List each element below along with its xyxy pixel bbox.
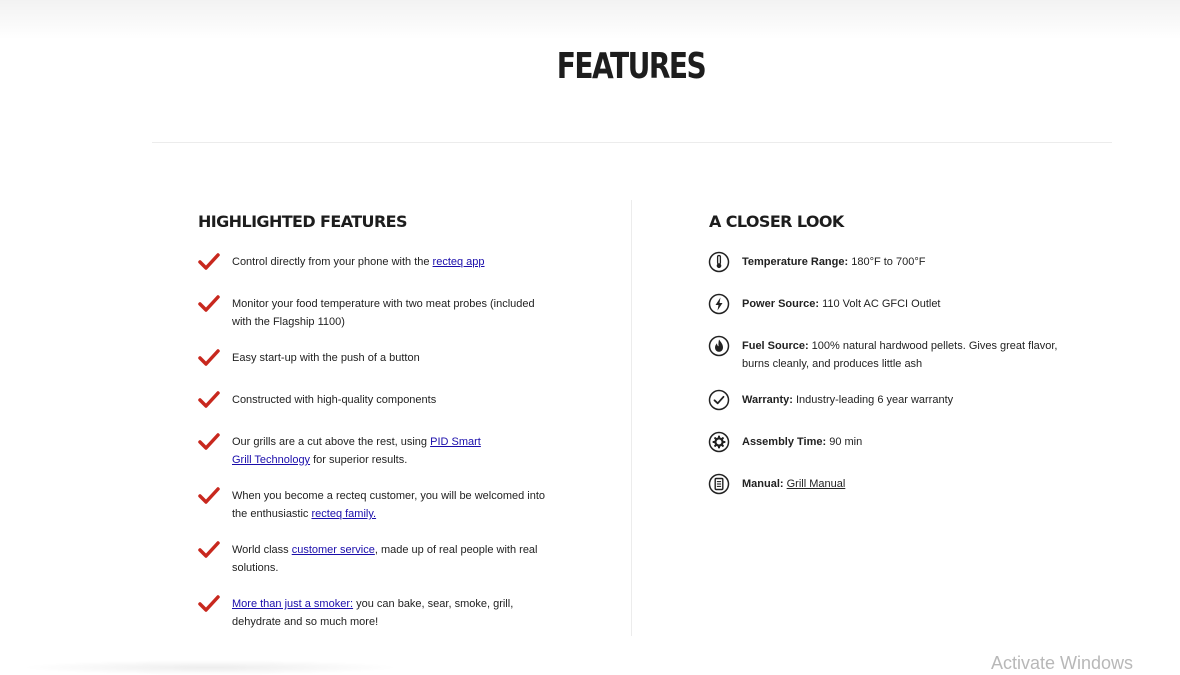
spec-label: Temperature Range:	[742, 256, 849, 268]
feature-text: When you become a recteq customer, you will be welcomed into the enthusiastic	[232, 490, 546, 520]
feature-text: Monitor your food temperature with two meat probes (included with the Flagship 1100)	[232, 298, 535, 328]
highlighted-features-heading: HIGHLIGHTED FEATURES	[198, 212, 407, 231]
spec-value: 90 min	[826, 436, 863, 448]
flame-icon	[708, 335, 730, 357]
check-circle-icon	[708, 389, 730, 411]
recteq-family-link[interactable]: recteq family.	[311, 508, 377, 520]
page-title: FEATURES	[556, 46, 706, 87]
spec-label: Fuel Source:	[742, 340, 809, 352]
spec-value: 110 Volt AC GFCI Outlet	[819, 298, 941, 310]
feature-text-suffix: , made up of real people with real solutions.	[232, 544, 538, 574]
feature-text: Constructed with high-quality components	[232, 394, 437, 406]
gear-icon	[708, 431, 730, 453]
pid-technology-link[interactable]: PID Smart Grill Technology	[232, 436, 481, 466]
more-than-smoker-link[interactable]: More than just a smoker:	[232, 598, 354, 610]
feature-text: Control directly from your phone with the	[232, 256, 433, 268]
check-icon	[198, 541, 220, 559]
lightning-icon	[708, 293, 730, 315]
spec-label: Warranty:	[742, 394, 793, 406]
spec-value: Industry-leading 6 year warranty	[792, 394, 954, 406]
feature-text: Our grills are a cut above the rest, using	[232, 436, 431, 448]
spec-value: 100% natural hardwood pellets. Gives great flavor, burns cleanly, and produces little ash	[742, 340, 1058, 370]
check-icon	[198, 295, 220, 313]
check-icon	[198, 391, 220, 409]
spec-label: Assembly Time:	[742, 436, 827, 448]
feature-text-suffix: you can bake, sear, smoke, grill, dehydrate and so much more!	[232, 598, 514, 628]
check-icon	[198, 595, 220, 613]
activate-windows-watermark: Activate Windows	[991, 653, 1134, 673]
column-divider	[631, 200, 632, 636]
thermometer-icon	[708, 251, 730, 273]
check-icon	[198, 253, 220, 271]
customer-service-link[interactable]: customer service	[291, 544, 375, 556]
check-icon	[198, 349, 220, 367]
spec-value: 180°F to 700°F	[848, 256, 926, 268]
bottom-shadow	[20, 660, 400, 675]
check-icon	[198, 433, 220, 451]
closer-look-heading: A CLOSER LOOK	[709, 212, 844, 231]
spec-label: Power Source:	[742, 298, 820, 310]
feature-text: World class	[232, 544, 292, 556]
feature-text: Easy start-up with the push of a button	[232, 352, 420, 364]
check-icon	[198, 487, 220, 505]
top-shade	[0, 0, 1180, 40]
grill-manual-link[interactable]: Grill Manual	[786, 478, 846, 490]
spec-label: Manual:	[742, 478, 784, 490]
recteq-app-link[interactable]: recteq app	[432, 256, 485, 268]
divider	[152, 142, 1112, 143]
document-icon	[708, 473, 730, 495]
feature-text-suffix: for superior results.	[310, 454, 408, 466]
